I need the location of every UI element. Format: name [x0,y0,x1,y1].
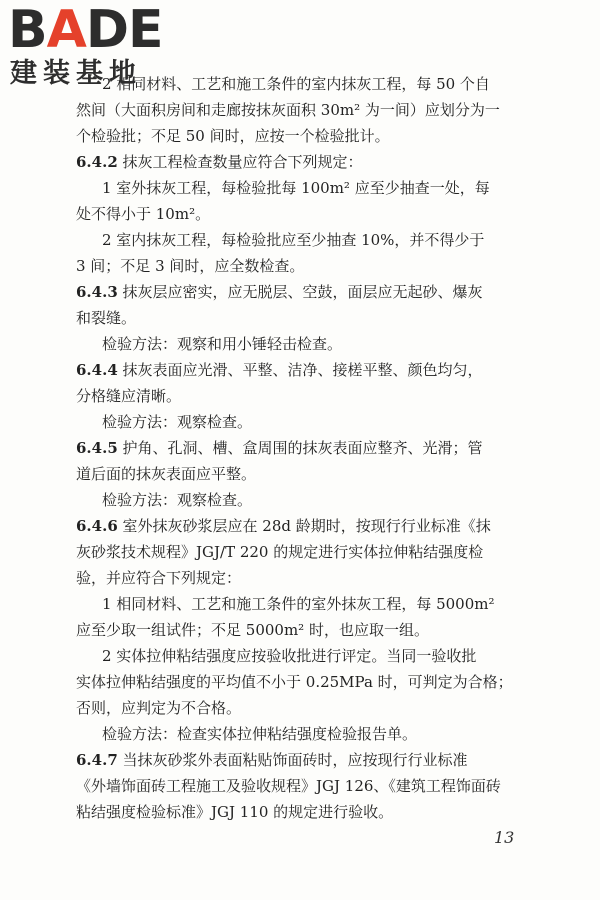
section-number: 6.4.7 [76,751,118,769]
bade-logo [8,0,178,94]
page-number: 13 [494,828,515,847]
text-line: 分格缝应清晰。 [76,387,182,405]
text-line: 3 间；不足 3 间时，应全数检查。 [76,257,305,275]
logo-wordmark: BADE [8,0,163,60]
section-number: 6.4.6 [76,517,118,535]
text-line: 个检验批；不足 50 间时，应按一个检验批计。 [76,127,390,145]
section-number: 6.4.2 [76,153,118,171]
section-text: 当抹灰砂浆外表面粘贴饰面砖时，应按现行行业标准 [117,751,468,769]
section-number: 6.4.3 [76,283,118,301]
text-line: 2 室内抹灰工程，每检验批应至少抽查 10%，并不得少于 [102,231,485,249]
text-line: 实体拉伸粘结强度的平均值不小于 0.25MPa 时，可判定为合格； [76,673,513,691]
text-line: 应至少取一组试件；不足 5000m² 时，也应取一组。 [76,621,429,639]
text-line: 检验方法：检查实体拉伸粘结强度检验报告单。 [102,725,418,743]
text-line: 1 相同材料、工艺和施工条件的室外抹灰工程，每 5000m² [102,595,495,613]
section-line [76,514,491,538]
text-line: 2 实体拉伸粘结强度应按验收批进行评定。当同一验收批 [102,647,477,665]
section-line [76,280,483,304]
section-text: 抹灰层应密实，应无脱层、空鼓，面层应无起砂、爆灰 [117,283,483,301]
text-line: 道后面的抹灰表面应平整。 [76,465,257,483]
section-text: 护角、孔洞、槽、盒周围的抹灰表面应整齐、光滑；管 [117,439,483,457]
section-number: 6.4.4 [76,361,118,379]
text-line: 检验方法：观察检查。 [102,413,253,431]
section-text: 抹灰表面应光滑、平整、洁净、接槎平整、颜色均匀， [117,361,483,379]
text-line: 检验方法：观察检查。 [102,491,253,509]
text-line: 1 室外抹灰工程，每检验批每 100m² 应至少抽查一处，每 [102,179,490,197]
section-line [76,436,483,460]
text-line: 然间（大面积房间和走廊按抹灰面积 30m² 为一间）应划分为一 [76,101,500,119]
text-line: 否则，应判定为不合格。 [76,699,242,717]
text-line: 《外墙饰面砖工程施工及验收规程》JGJ 126、《建筑工程饰面砖 [76,777,501,795]
text-line: 处不得小于 10m²。 [76,205,211,223]
section-text: 室外抹灰砂浆层应在 28d 龄期时，按现行行业标准《抹 [117,517,491,535]
section-line [76,150,363,174]
section-line [76,748,468,772]
section-line [76,358,483,382]
text-line: 验，并应符合下列规定： [76,569,242,587]
text-line: 粘结强度检验标准》JGJ 110 的规定进行验收。 [76,803,394,821]
logo-subtitle: 建装基地 [10,58,142,89]
text-line: 和裂缝。 [76,309,137,327]
section-text: 抹灰工程检查数量应符合下列规定： [117,153,363,171]
section-number: 6.4.5 [76,439,118,457]
text-line: 灰砂浆技术规程》JGJ/T 220 的规定进行实体拉伸粘结强度检 [76,543,484,561]
text-line: 检验方法：观察和用小锤轻击检查。 [102,335,343,353]
text-line: 2 相同材料、工艺和施工条件的室内抹灰工程，每 50 个自 [102,75,490,93]
